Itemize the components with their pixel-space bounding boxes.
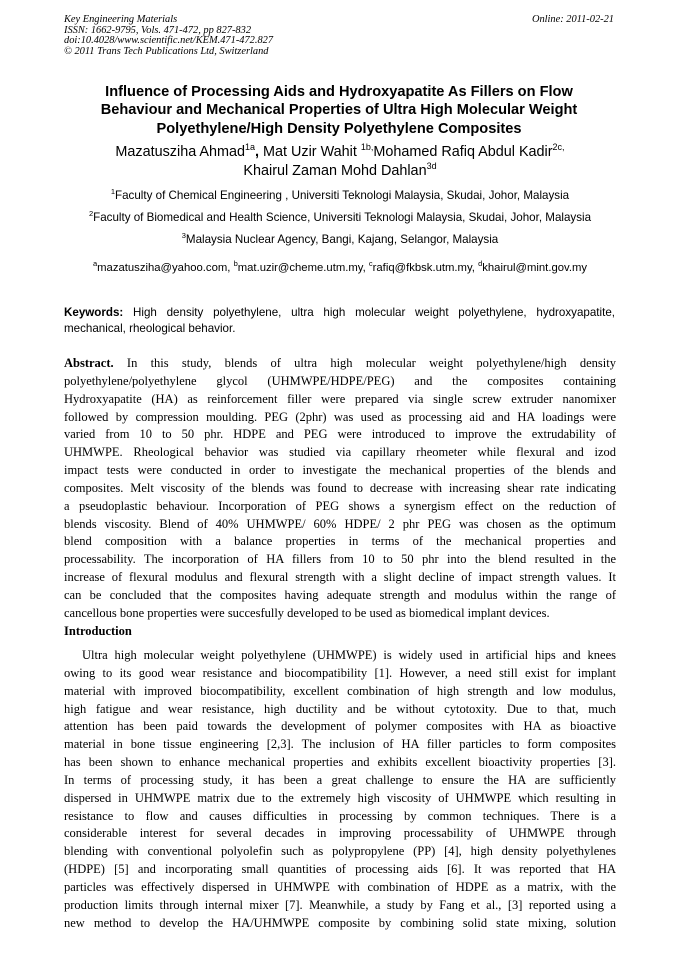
author-affiliation-mark: 3d xyxy=(426,161,437,171)
journal-copyright: © 2011 Trans Tech Publications Ltd, Switzerland xyxy=(64,45,269,57)
abstract-line xyxy=(64,355,616,373)
section-heading-introduction: Introduction xyxy=(64,624,132,638)
paper-title xyxy=(54,83,624,138)
introduction-line: Ultra high molecular weight polyethylene (UHMWPE) is widely used in artificial hips and knees xyxy=(82,648,616,662)
author-line-1 xyxy=(40,143,640,162)
abstract xyxy=(64,355,616,623)
email-mark: d xyxy=(478,259,483,268)
introduction-line: blending with conventional polyolefin such as polypropylene (PP) [4], high density polyethylenes xyxy=(64,844,616,859)
abstract-line: polyethylene/polyethylene glycol (UHMWPE/HDPE/PEG) and the composites containing xyxy=(64,373,616,388)
introduction-body xyxy=(64,647,616,933)
author-affiliation-mark: 1a xyxy=(245,142,256,152)
journal-doi: doi:10.4028/www.scientific.net/KEM.471-472.827 xyxy=(64,35,274,47)
online-date: Online: 2011-02-21 xyxy=(531,14,614,25)
affiliation-mark: 3 xyxy=(181,231,186,240)
email-address: rafiq@fkbsk.utm.my, xyxy=(372,262,479,274)
title-line: Influence of Processing Aids and Hydroxyapatite As Fillers on Flow xyxy=(105,84,573,100)
affiliation-text: Malaysia Nuclear Agency, Bangi, Kajang, Selangor, Malaysia xyxy=(185,233,499,246)
introduction-line: new method to develop the HA/UHMWPE composite by combining solid state mixing, solution xyxy=(64,915,616,930)
keywords-label: Keywords: xyxy=(64,306,124,319)
journal-issn: ISSN: 1662-9795, Vols. 471-472, pp 827-832 xyxy=(64,24,252,36)
introduction-line: has been shown to enhance mechanical properties and exhibits excellent bioactivity properties [3]. xyxy=(64,755,616,770)
author-line-2 xyxy=(40,162,640,181)
abstract-line: UHMWPE. Rheological behavior was studied via capillary rheometer while flexural and izod xyxy=(64,445,616,460)
affiliation-mark: 2 xyxy=(88,209,94,218)
author-name: Khairul Zaman Mohd Dahlan xyxy=(243,163,427,179)
keywords-line xyxy=(64,305,615,321)
journal-name: Key Engineering Materials xyxy=(64,14,178,25)
abstract-label: Abstract. xyxy=(64,356,114,370)
affiliation-2 xyxy=(40,211,640,224)
affiliation-1 xyxy=(40,189,640,202)
abstract-line: a pseudoplastic behaviour. Incorporation of PEG shows a synergism effect on the reduction of xyxy=(64,498,616,513)
abstract-text: In this study, blends of ultra high molecular weight polyethylene/high density xyxy=(113,356,616,370)
abstract-line: blends viscosity. Blend of 40% UHMWPE/ 60% HDPE/ 2 phr PEG was chosen as the optimum xyxy=(64,516,616,531)
title-line: Behaviour and Mechanical Properties of Ultra High Molecular Weight xyxy=(100,102,578,119)
email-mark: a xyxy=(92,259,98,268)
abstract-line: impact tests were conducted in order to investigate the mechanical properties of the blends and xyxy=(64,463,616,478)
abstract-line: varied from 10 to 50 phr. HDPE and PEG were introduced to improve the extrudability of xyxy=(64,427,616,442)
introduction-line: production limits through internal mixer [7]. Meanwhile, a study by Fang et al., [3] reported using a xyxy=(64,897,616,912)
keywords xyxy=(64,305,615,337)
journal-header xyxy=(64,15,273,57)
author-name: Mazatusziha Ahmad xyxy=(115,144,246,160)
introduction-line: dispersed in UHMWPE matrix due to the extremely high viscosity of UHMWPE which resulting in xyxy=(64,790,616,805)
introduction-line: considerable interest for several decades in improving processability of UHMWPE through xyxy=(64,826,616,841)
keywords-line: mechanical, rheological behavior. xyxy=(64,322,236,335)
introduction-line: (HDPE) [5] and incorporating small quantities of processing aids [6]. It was reported that HA xyxy=(64,862,616,877)
email-address: mat.uzir@cheme.utm.my, xyxy=(237,262,369,274)
author-affiliation-mark: 1b, xyxy=(360,142,374,152)
abstract-line: composites. Melt viscosity of the blends was found to decrease with increasing shear rate indicating xyxy=(64,480,616,495)
abstract-line: followed by compression moulding. PEG (2phr) was used as processing aid and HA loadings were xyxy=(64,409,616,424)
introduction-line: In terms of processing study, it has been a great challenge to ensure the HA are sufficiently xyxy=(64,772,616,787)
introduction-line: particles was effectively dispersed in UHMWPE with combination of HDPE as a matrix, with the xyxy=(64,879,616,894)
abstract-body xyxy=(64,373,616,623)
author-name: Mat Uzir Wahit xyxy=(259,144,361,160)
abstract-line: cancellous bone properties were succesfully developed to be used as biomedical implant devices. xyxy=(64,605,550,620)
affiliation-text: Faculty of Chemical Engineering , Universiti Teknologi Malaysia, Skudai, Johor, Malaysia xyxy=(115,189,570,202)
abstract-line: can be concluded that the composites having adequate strength and modulus within the range of xyxy=(64,587,616,602)
email-list xyxy=(64,259,616,274)
abstract-line: processability. The incorporation of HA fillers from 10 to 50 phr into the blend resulted in the xyxy=(64,552,616,567)
email-address: mazatusziha@yahoo.com, xyxy=(97,262,234,274)
introduction-line: owing to its good wear resistance and biocompatibility [1]. However, a need still exist for implant xyxy=(64,665,616,680)
introduction-line: high fatigue and wear resistance, high ductility and be without cytotoxity. Due to that, much xyxy=(64,701,616,716)
abstract-line: blend composition with a balance properties in terms of the mechanical properties and xyxy=(64,534,616,549)
author-separator: , xyxy=(255,144,260,160)
affiliation-text: Faculty of Biomedical and Health Science, Universiti Teknologi Malaysia, Skudai, Johor, Malaysia xyxy=(93,211,592,224)
email-mark: b xyxy=(233,259,238,268)
introduction-line: attention has been paid towards the development of polymer composites with HA as bioactive xyxy=(64,719,616,734)
introduction-line: resistance to flow and causes difficulties in processing by common techniques. There is a xyxy=(64,808,616,823)
keywords-text: High density polyethylene, ultra high molecular weight polyethylene, hydroxyapatite, xyxy=(123,306,615,319)
affiliation-mark: 1 xyxy=(110,187,116,196)
title-line: Polyethylene/High Density Polyethylene Composites xyxy=(156,120,522,137)
author-name: Mohamed Rafiq Abdul Kadir xyxy=(373,144,553,160)
email-mark: c xyxy=(368,259,373,268)
author-list xyxy=(40,143,640,181)
email-address: khairul@mint.gov.my xyxy=(482,262,588,274)
abstract-line: increase of flexural modulus and flexural strength with a slight decline of impact strength values. It xyxy=(64,570,616,585)
affiliation-3 xyxy=(40,233,640,246)
introduction-line: material in bone tissue engineering [2,3]. The inclusion of HA filler particles to form composites xyxy=(64,737,616,752)
abstract-line: Hydroxyapatite (HA) as reinforcement filler were prepared via single screw extruder nanomixer xyxy=(64,391,616,406)
author-affiliation-mark: 2c, xyxy=(552,142,565,152)
introduction-line: material with improved biocompatibility, excellent combination of high strength and low modulus, xyxy=(64,683,616,698)
